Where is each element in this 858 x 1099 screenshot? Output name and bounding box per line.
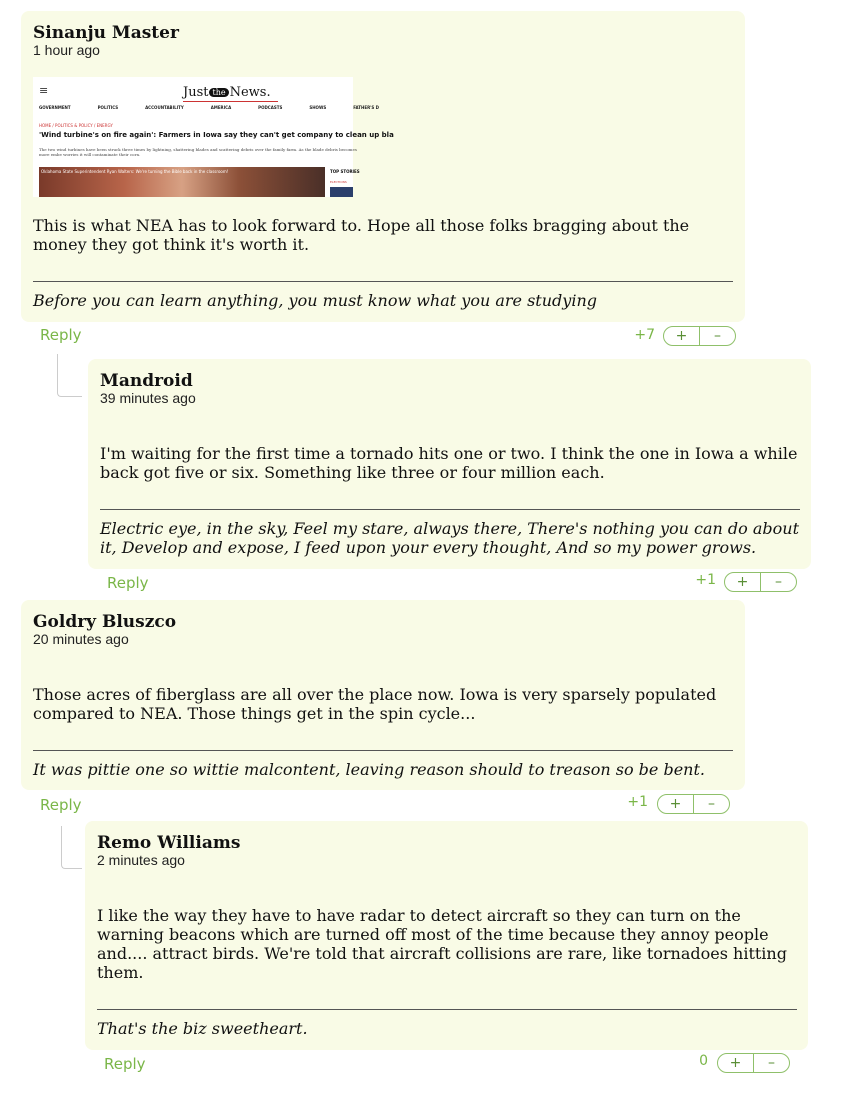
article-headline: 'Wind turbine's on fire again': Farmers in Iowa say they can't get company to clean up bla (39, 131, 394, 139)
vote-buttons (724, 572, 797, 592)
reply-button[interactable]: Reply (107, 574, 149, 592)
downvote-button[interactable]: – (775, 574, 782, 590)
site-logo: Just the News. (183, 85, 271, 100)
nav-item: PODCASTS (258, 105, 283, 110)
signature-divider (100, 509, 800, 510)
upvote-button[interactable]: + (725, 573, 761, 591)
article-dek: The two wind turbines have been struck three times by lightning, shattering blades and scattering debris over the family farm. As the blade debris becomes more embe worries it will contaminate their corn. (39, 147, 357, 157)
nav-item: ACCOUNTABILITY (145, 105, 184, 110)
site-nav (39, 105, 379, 110)
reply-button[interactable]: Reply (40, 326, 82, 344)
article-breadcrumb: HOME / POLITICS & POLICY / ENERGY (39, 123, 113, 128)
comment-timestamp[interactable]: 20 minutes ago (33, 631, 129, 647)
comment-body: This is what NEA has to look forward to. Hope all those folks bragging about the money they got think it's worth it. (33, 216, 690, 254)
embedded-article-screenshot[interactable] (33, 77, 394, 197)
nav-item: GOVERNMENT (39, 105, 71, 110)
nav-item: AMERICA (210, 105, 232, 110)
comment-timestamp[interactable]: 2 minutes ago (97, 852, 185, 868)
upvote-button[interactable]: + (658, 795, 694, 813)
comment-timestamp[interactable]: 39 minutes ago (100, 390, 196, 406)
nav-item: SHOWS (309, 105, 327, 110)
comment-author[interactable]: Mandroid (100, 371, 193, 391)
signature-divider (33, 750, 733, 751)
thread-connector (61, 826, 82, 869)
comment-signature: It was pittie one so wittie malcontent, leaving reason should to treason so be bent. (33, 760, 705, 779)
comment-author[interactable]: Remo Williams (97, 833, 241, 853)
sidebar-tag: ELECTIONS (330, 180, 347, 184)
downvote-button[interactable]: – (714, 328, 721, 344)
vote-buttons (663, 326, 736, 346)
downvote-button[interactable]: – (768, 1055, 775, 1071)
comment-author[interactable]: Sinanju Master (33, 23, 179, 43)
reply-button[interactable]: Reply (104, 1055, 146, 1073)
vote-buttons (717, 1053, 790, 1073)
sidebar-thumbnail (330, 187, 353, 197)
reply-button[interactable]: Reply (40, 796, 82, 814)
comment-timestamp[interactable]: 1 hour ago (33, 42, 100, 58)
signature-divider (33, 281, 733, 282)
signature-divider (97, 1009, 797, 1010)
logo-underline (183, 101, 278, 102)
article-photo-caption: Oklahoma State Superintendent Ryan Walters: We're turning the Bible back in the classroom! (41, 169, 229, 174)
vote-score: +7 (634, 327, 655, 343)
comment-body: I like the way they have to have radar to detect aircraft so they can turn on the warning beacons which are turned off most of the time because they annoy people and.... attract birds. We're told that aircraft collisions are rare, like tornadoes hitting them. (97, 906, 787, 982)
comment-body: Those acres of fiberglass are all over the place now. Iowa is very sparsely populated compared to NEA. Those things get in the spin cycle... (33, 685, 717, 723)
sidebar-title: TOP STORIES (330, 169, 360, 174)
comment-signature: Before you can learn anything, you must know what you are studying (33, 291, 597, 310)
downvote-button[interactable]: – (708, 796, 715, 812)
comment-author[interactable]: Goldry Bluszco (33, 612, 177, 632)
comment-signature: Electric eye, in the sky, Feel my stare, always there, There's nothing you can do about it, Develop and expose, I feed upon your every thought, And so my power grows. (100, 519, 799, 557)
thread-connector (57, 354, 82, 397)
comment-body: I'm waiting for the first time a tornado hits one or two. I think the one in Iowa a while back got five or six. Something like three or four million each. (100, 444, 798, 482)
vote-score: +1 (627, 794, 648, 810)
hamburger-menu-icon: ≡ (39, 84, 49, 97)
nav-item: POLITICS (97, 105, 119, 110)
vote-buttons (657, 794, 730, 814)
vote-score: 0 (699, 1053, 708, 1069)
vote-score: +1 (695, 572, 716, 588)
upvote-button[interactable]: + (664, 327, 700, 345)
nav-item: FATHER'S D (353, 105, 379, 110)
upvote-button[interactable]: + (718, 1054, 754, 1072)
comment-signature: That's the biz sweetheart. (97, 1019, 308, 1038)
